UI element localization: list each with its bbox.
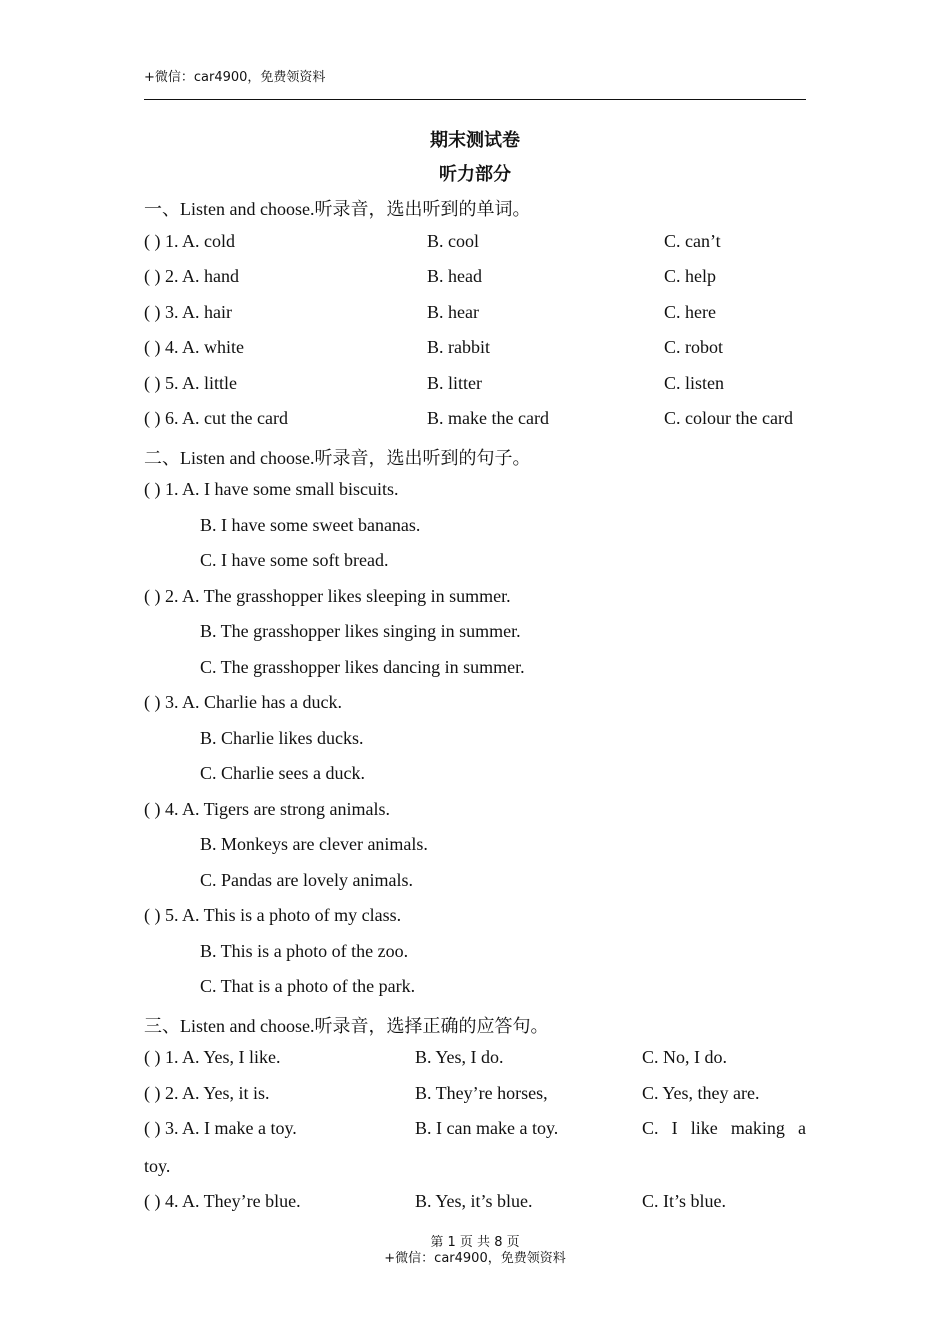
s2-q3-option-a: ( ) 3. A. Charlie has a duck. [144,692,342,712]
s1-q4-option-a: ( ) 4. A. white [144,337,244,357]
s3-q3-option-a: ( ) 3. A. I make a toy. [144,1118,297,1138]
s1-q6-option-a: ( ) 6. A. cut the card [144,408,288,428]
s3-q3-option-c-continued: toy. [144,1156,171,1176]
s1-q2-option-b: B. head [427,266,482,286]
s3-q1-option-c: C. No, I do. [642,1047,727,1067]
s2-q2-option-b: B. The grasshopper likes singing in summer. [200,621,521,641]
s1-q1-option-a: ( ) 1. A. cold [144,231,235,251]
s1-q3-option-a: ( ) 3. A. hair [144,302,232,322]
page-title: 期末测试卷 [430,130,520,151]
section2-heading: 二、Listen and choose.听录音，选出听到的句子。 [144,448,531,468]
s3-q4-option-a: ( ) 4. A. They’re blue. [144,1191,301,1211]
s1-q1-option-b: B. cool [427,231,479,251]
section1-heading: 一、Listen and choose.听录音，选出听到的单词。 [144,199,531,219]
s3-q1-option-a: ( ) 1. A. Yes, I like. [144,1047,281,1067]
s1-q6-option-b: B. make the card [427,408,549,428]
s3-q2-option-a: ( ) 2. A. Yes, it is. [144,1083,270,1103]
s2-q5-option-b: B. This is a photo of the zoo. [200,941,409,961]
s2-q3-option-c: C. Charlie sees a duck. [200,763,365,783]
s3-q4-option-b: B. Yes, it’s blue. [415,1191,533,1211]
s1-q5-option-b: B. litter [427,373,482,393]
s2-q4-option-c: C. Pandas are lovely animals. [200,870,413,890]
s3-q2-option-b: B. They’re horses, [415,1083,548,1103]
s1-q3-option-c: C. here [664,302,716,322]
s3-q4-option-c: C. It’s blue. [642,1191,726,1211]
s3-q3-option-c: C. I like making a [642,1118,806,1138]
s2-q1-option-c: C. I have some soft bread. [200,550,389,570]
page-subtitle: 听力部分 [439,164,511,185]
s1-q2-option-c: C. help [664,266,716,286]
s2-q4-option-b: B. Monkeys are clever animals. [200,834,428,854]
section3-heading: 三、Listen and choose.听录音，选择正确的应答句。 [144,1016,549,1036]
footer-watermark: +微信：car4900，免费领资料 [384,1251,566,1266]
header-divider [144,99,806,100]
s2-q1-option-a: ( ) 1. A. I have some small biscuits. [144,479,399,499]
s1-q6-option-c: C. colour the card [664,408,793,428]
s2-q3-option-b: B. Charlie likes ducks. [200,728,364,748]
s3-q2-option-c: C. Yes, they are. [642,1083,760,1103]
s1-q1-option-c: C. can’t [664,231,721,251]
page-number: 第 1 页 共 8 页 [430,1235,520,1250]
s1-q4-option-c: C. robot [664,337,724,357]
s1-q5-option-c: C. listen [664,373,725,393]
s2-q5-option-c: C. That is a photo of the park. [200,976,416,996]
s1-q4-option-b: B. rabbit [427,337,490,357]
s1-q2-option-a: ( ) 2. A. hand [144,266,239,286]
s2-q4-option-a: ( ) 4. A. Tigers are strong animals. [144,799,390,819]
s2-q2-option-c: C. The grasshopper likes dancing in summer. [200,657,525,677]
s2-q1-option-b: B. I have some sweet bananas. [200,515,421,535]
s3-q1-option-b: B. Yes, I do. [415,1047,504,1067]
header-watermark: +微信：car4900，免费领资料 [144,70,326,85]
s2-q2-option-a: ( ) 2. A. The grasshopper likes sleeping in summer. [144,586,511,606]
s2-q5-option-a: ( ) 5. A. This is a photo of my class. [144,905,402,925]
s1-q5-option-a: ( ) 5. A. little [144,373,237,393]
s3-q3-option-b: B. I can make a toy. [415,1118,559,1138]
s1-q3-option-b: B. hear [427,302,479,322]
